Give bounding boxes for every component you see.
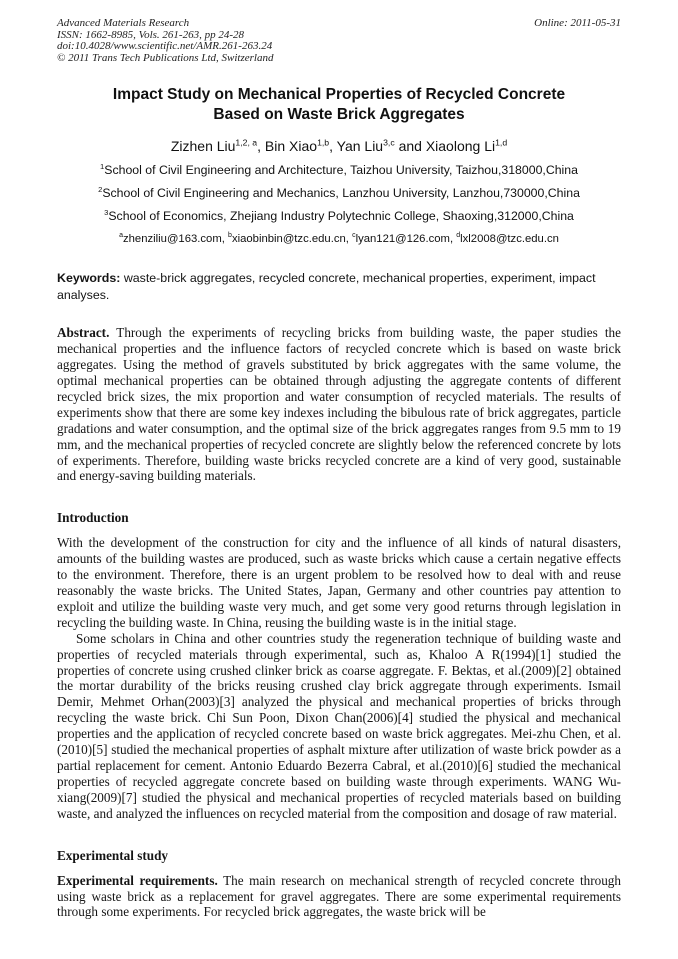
journal-header-row — [57, 18, 621, 30]
author-email — [119, 233, 228, 245]
affiliation-superscript: 1 — [100, 161, 105, 171]
author-email — [456, 233, 559, 245]
experimental-requirements-paragraph — [57, 873, 621, 921]
author-superscript: 1,d — [495, 137, 508, 148]
abstract-label: Abstract. — [57, 325, 110, 341]
email-superscript: a — [119, 232, 123, 240]
paper-title-line1: Impact Study on Mechanical Properties of Recycled Concrete — [112, 86, 566, 104]
affiliation-text: School of Economics, Zhejiang Industry Polytechnic College, Shaoxing,312000,China — [108, 209, 574, 224]
author — [395, 138, 507, 154]
section-heading-introduction: Introduction — [57, 510, 129, 526]
affiliation-superscript: 3 — [104, 207, 109, 217]
email-text: lxl2008@tzc.edu.cn — [460, 233, 559, 246]
authors-line — [57, 138, 621, 154]
affiliation — [57, 163, 621, 177]
keywords-text: waste-brick aggregates, recycled concrete, mechanical properties, experiment, impact analyses. — [57, 271, 596, 303]
copyright-line: © 2011 Trans Tech Publications Ltd, Switzerland — [57, 51, 274, 64]
affiliation — [57, 209, 621, 223]
email-text: lyan121@126.com, — [355, 233, 457, 246]
author-superscript: 1,b — [317, 137, 330, 148]
email-text: xiaobinbin@tzc.edu.cn, — [231, 233, 353, 246]
affiliation — [57, 186, 621, 200]
email-superscript: d — [456, 232, 461, 240]
email-superscript: b — [228, 232, 232, 240]
keywords-block — [57, 270, 621, 304]
introduction-paragraph-1: With the development of the construction for city and the influence of all kinds of natural disasters, amounts of the building wastes are produced, such as waste bricks which cause a certain negative effects to the environment. Therefore, there is an urgent problem to be resolved how to deal with and reuse reasonably the waste bricks. The United States, Japan, Germany and other countries pay attention to exploit and utilize the building waste very much, and get some very good returns through legislation in recycling the building waste. In China, reusing the building waste is in the initial stage. — [57, 535, 621, 630]
journal-name: Advanced Materials Research — [57, 17, 190, 29]
author — [257, 138, 329, 154]
experimental-requirements-label: Experimental requirements. — [57, 872, 218, 888]
author — [171, 138, 257, 154]
affiliation-text: School of Civil Engineering and Mechanics, Lanzhou University, Lanzhou,730000,China — [102, 186, 580, 201]
author-superscript: 3,c — [383, 137, 395, 148]
paper-title — [57, 85, 621, 125]
paper-title-line2: Based on Waste Brick Aggregates — [213, 106, 465, 124]
issn-line: ISSN: 1662-8985, Vols. 261-263, pp 24-28 — [57, 28, 244, 41]
journal-header — [57, 18, 621, 64]
author-superscript: 1,2, a — [235, 137, 258, 148]
author-name: Zizhen Liu — [170, 138, 236, 155]
abstract-block — [57, 325, 621, 484]
author-email — [228, 233, 352, 245]
author-name: and Xiaolong Li — [394, 138, 496, 155]
affiliation-superscript: 2 — [98, 184, 103, 194]
author — [329, 138, 395, 154]
author-name: , Yan Liu — [329, 138, 384, 155]
email-superscript: c — [352, 232, 356, 240]
email-text: zhenziliu@163.com, — [123, 233, 229, 246]
introduction-paragraph-2: Some scholars in China and other countries study the regeneration technique of building waste and properties of recycled materials through experimental, such as, Khaloo A R(1994)[1] studied the properties of concrete using crushed clinker brick as coarse aggregate. F. Bektas, et al.(2009)[2] obtained the mortar durability of the bricks reusing crushed clay brick aggregate through experiments. Ismail Demir, Mehmet Orhan(2003)[3] analyzed the physical and mechanical properties of bricks through recycling the waste brick. Chi Sun Poon, Dixon Chan(2006)[4] studied the physical and mechanical properties and the application of recycled concrete based on waste brick aggregates. Mei-zhu Chen, et al.(2010)[5] studied the mechanical properties of asphalt mixture after utilization of waste brick powder as a partial replacement for cement. Antonio Eduardo Bezerra Cabral, et al.(2010)[6] studied the mechanical properties of recycled aggregate concrete based on building waste through experiments. WANG Wu-xiang(2009)[7] studied the physical and mechanical properties of recycled materials based on building waste, and analyzed the influences on recycled material from the composition and dosage of raw material. — [57, 630, 621, 821]
author-name: , Bin Xiao — [257, 138, 318, 155]
affiliation-text: School of Civil Engineering and Architecture, Taizhou University, Taizhou,318000,China — [104, 163, 578, 178]
doi-line: doi:10.4028/www.scientific.net/AMR.261-263.24 — [57, 40, 273, 53]
keywords-label: Keywords: — [57, 271, 121, 286]
author-emails — [57, 233, 621, 245]
section-heading-experimental-study: Experimental study — [57, 847, 168, 863]
author-email — [352, 233, 456, 245]
abstract-text: Through the experiments of recycling bricks from building waste, the paper studies the mechanical properties and the influence factors of recycled concrete which is based on waste brick aggregates. Using the method of gravels substituted by brick aggregates with the same volume, the optimal mechanical properties can be obtained through adjusting the aggregate contents of different recycled brick sizes, the mix proportion and water consumption of recycled materials. The results of experiments show that there are some key indexes including the bibulous rate of brick aggregates, particle gradations and water consumption, and the optimal size of the brick aggregates ranges from 9.5 mm to 19 mm, and the mechanical properties of recycled concrete are slightly below the referenced concrete by lots of experiments. Therefore, building waste bricks recycled concrete are a kind of very good, sustainable and energy-saving building materials. — [57, 325, 622, 484]
online-date: Online: 2011-05-31 — [534, 17, 621, 29]
experimental-requirements-text: The main research on mechanical strength of recycled concrete through using waste brick as a replacement for gravel aggregates. There are some experimental requirements through some experiments. For recycled brick aggregates, the waste brick will be — [57, 872, 621, 920]
